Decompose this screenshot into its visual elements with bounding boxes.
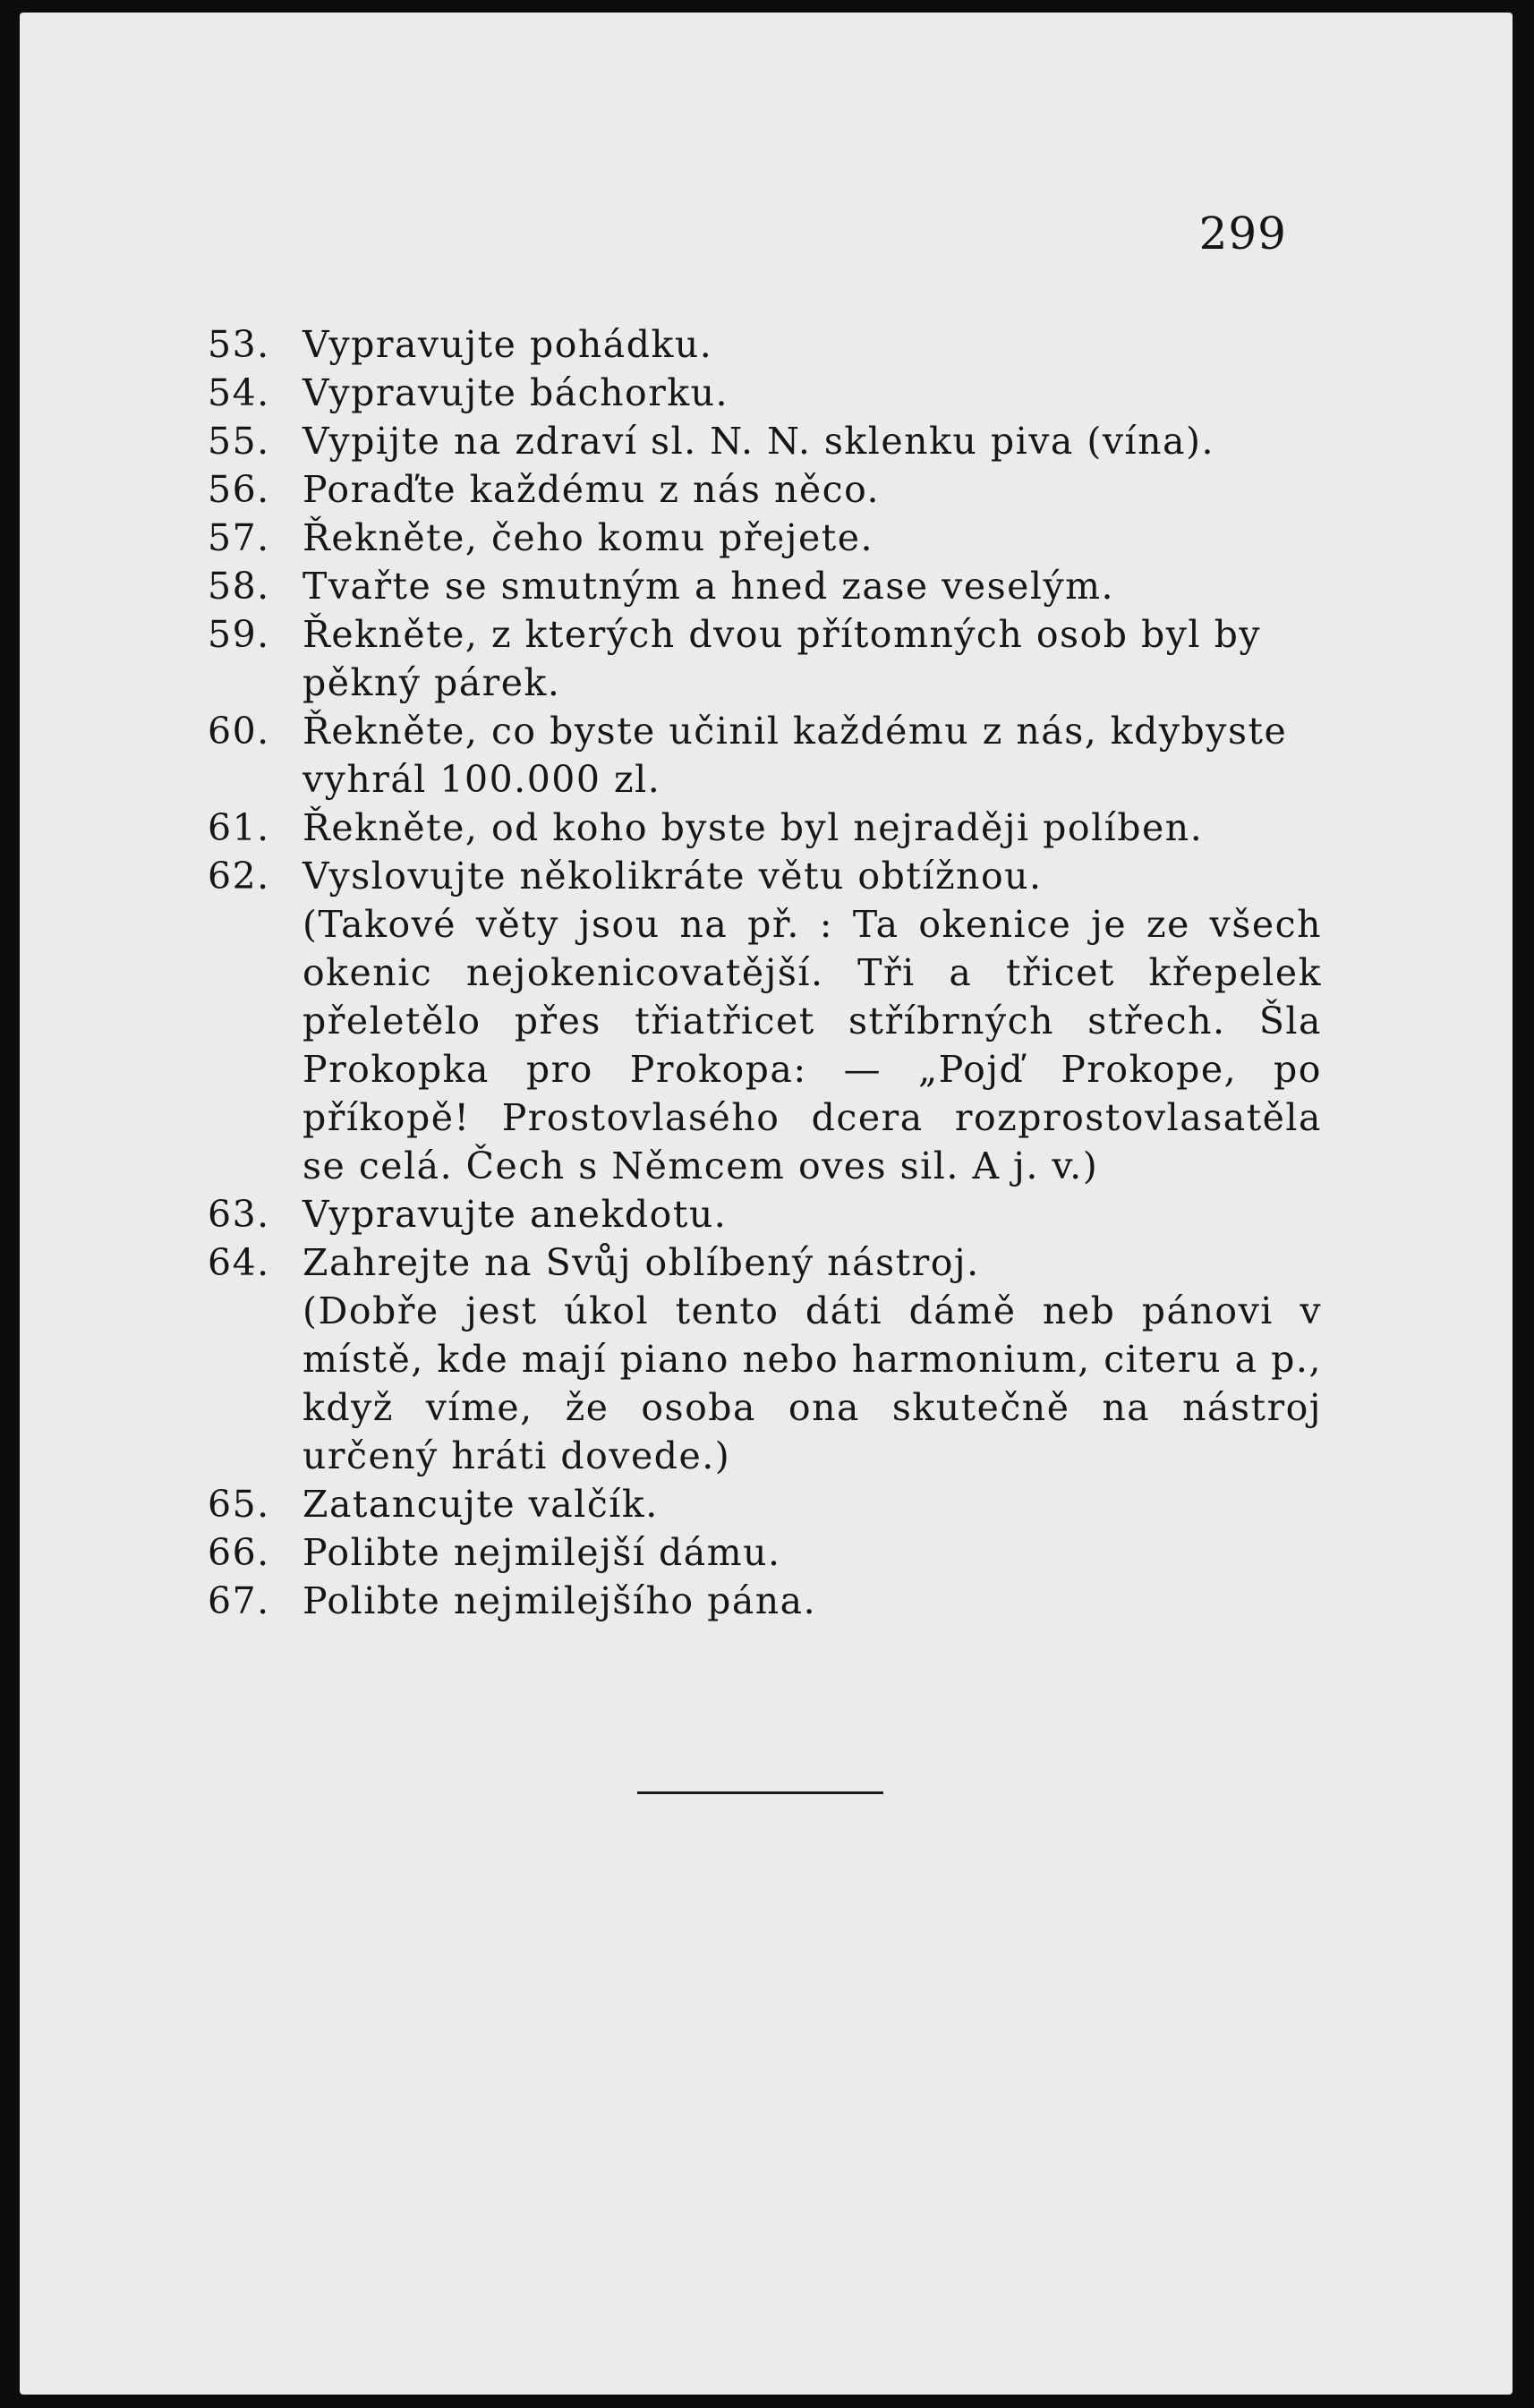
entry-text: Vypravujte pohádku.: [303, 323, 713, 366]
entry-number: 53.: [208, 323, 270, 366]
entry-text: Polibte nejmilejšího pána.: [303, 1579, 817, 1622]
entry-note: (Takové věty jsou na př. : Ta okenice je ze všech okenic nejokenicovatější. Tři a třicet křepelek přeletělo přes třiatřicet stříbrných střech. Šla Prokopka pro Prokopa: — „Pojď Prokope, po příkopě! Prostovlasého dcera rozprostovlasatěla se celá. Čech s Němcem oves sil. A j. v.): [303, 903, 1322, 1187]
entry-number: 57.: [208, 516, 270, 559]
entry-text: Tvařte se smutným a hned zase veselým.: [303, 565, 1115, 608]
list-item: [208, 1238, 1322, 1480]
list-item: [208, 514, 1322, 562]
list-item: [208, 369, 1322, 417]
book-page: [20, 13, 1513, 2395]
list-item: [208, 417, 1322, 465]
list-item: [208, 1528, 1322, 1577]
entry-text: Vyslovujte několikráte větu obtížnou.: [303, 855, 1043, 898]
entry-text: Vypijte na zdraví sl. N. N. sklenku piva (vína).: [303, 420, 1214, 463]
entry-number: 63.: [208, 1193, 270, 1236]
entry-number: 66.: [208, 1531, 270, 1574]
list-item: [208, 465, 1322, 514]
entry-number: 59.: [208, 613, 270, 656]
entry-text: Řekněte, z kterých dvou přítomných osob byl by pěkný párek.: [303, 613, 1261, 704]
entry-text: Řekněte, co byste učinil každému z nás, kdybyste vyhrál 100.000 zl.: [303, 710, 1288, 801]
entry-list: [208, 320, 1322, 1625]
entry-text: Řekněte, od koho byste byl nejraději políben.: [303, 806, 1204, 849]
entry-text: Zahrejte na Svůj oblíbený nástroj.: [303, 1241, 980, 1284]
list-item: [208, 1190, 1322, 1238]
list-item: [208, 1480, 1322, 1528]
entry-number: 54.: [208, 371, 270, 414]
list-item: [208, 852, 1322, 1190]
section-divider: [637, 1791, 883, 1794]
entry-text: Polibte nejmilejší dámu.: [303, 1531, 781, 1574]
entry-number: 60.: [208, 710, 270, 753]
list-item: [208, 707, 1322, 804]
entry-note: (Dobře jest úkol tento dáti dámě neb pánovi v místě, kde mají piano nebo harmonium, citeru a p., když víme, že osoba ona skutečně na nástroj určený hráti dovede.): [303, 1289, 1322, 1477]
entry-text: Vypravujte báchorku.: [303, 371, 729, 414]
entry-text: Poraďte každému z nás něco.: [303, 468, 881, 511]
list-item: [208, 804, 1322, 852]
entry-number: 65.: [208, 1483, 270, 1526]
entry-number: 58.: [208, 565, 270, 608]
page-number: 299: [1198, 208, 1287, 260]
entry-number: 67.: [208, 1579, 270, 1622]
entry-text: Řekněte, čeho komu přejete.: [303, 516, 874, 559]
entry-number: 64.: [208, 1241, 270, 1284]
list-item: [208, 1577, 1322, 1625]
list-item: [208, 562, 1322, 610]
entry-number: 62.: [208, 855, 270, 898]
entry-text: Vypravujte anekdotu.: [303, 1193, 728, 1236]
entry-number: 55.: [208, 420, 270, 463]
entry-number: 61.: [208, 806, 270, 849]
list-item: [208, 610, 1322, 707]
list-item: [208, 320, 1322, 369]
entry-text: Zatancujte valčík.: [303, 1483, 659, 1526]
entry-number: 56.: [208, 468, 270, 511]
